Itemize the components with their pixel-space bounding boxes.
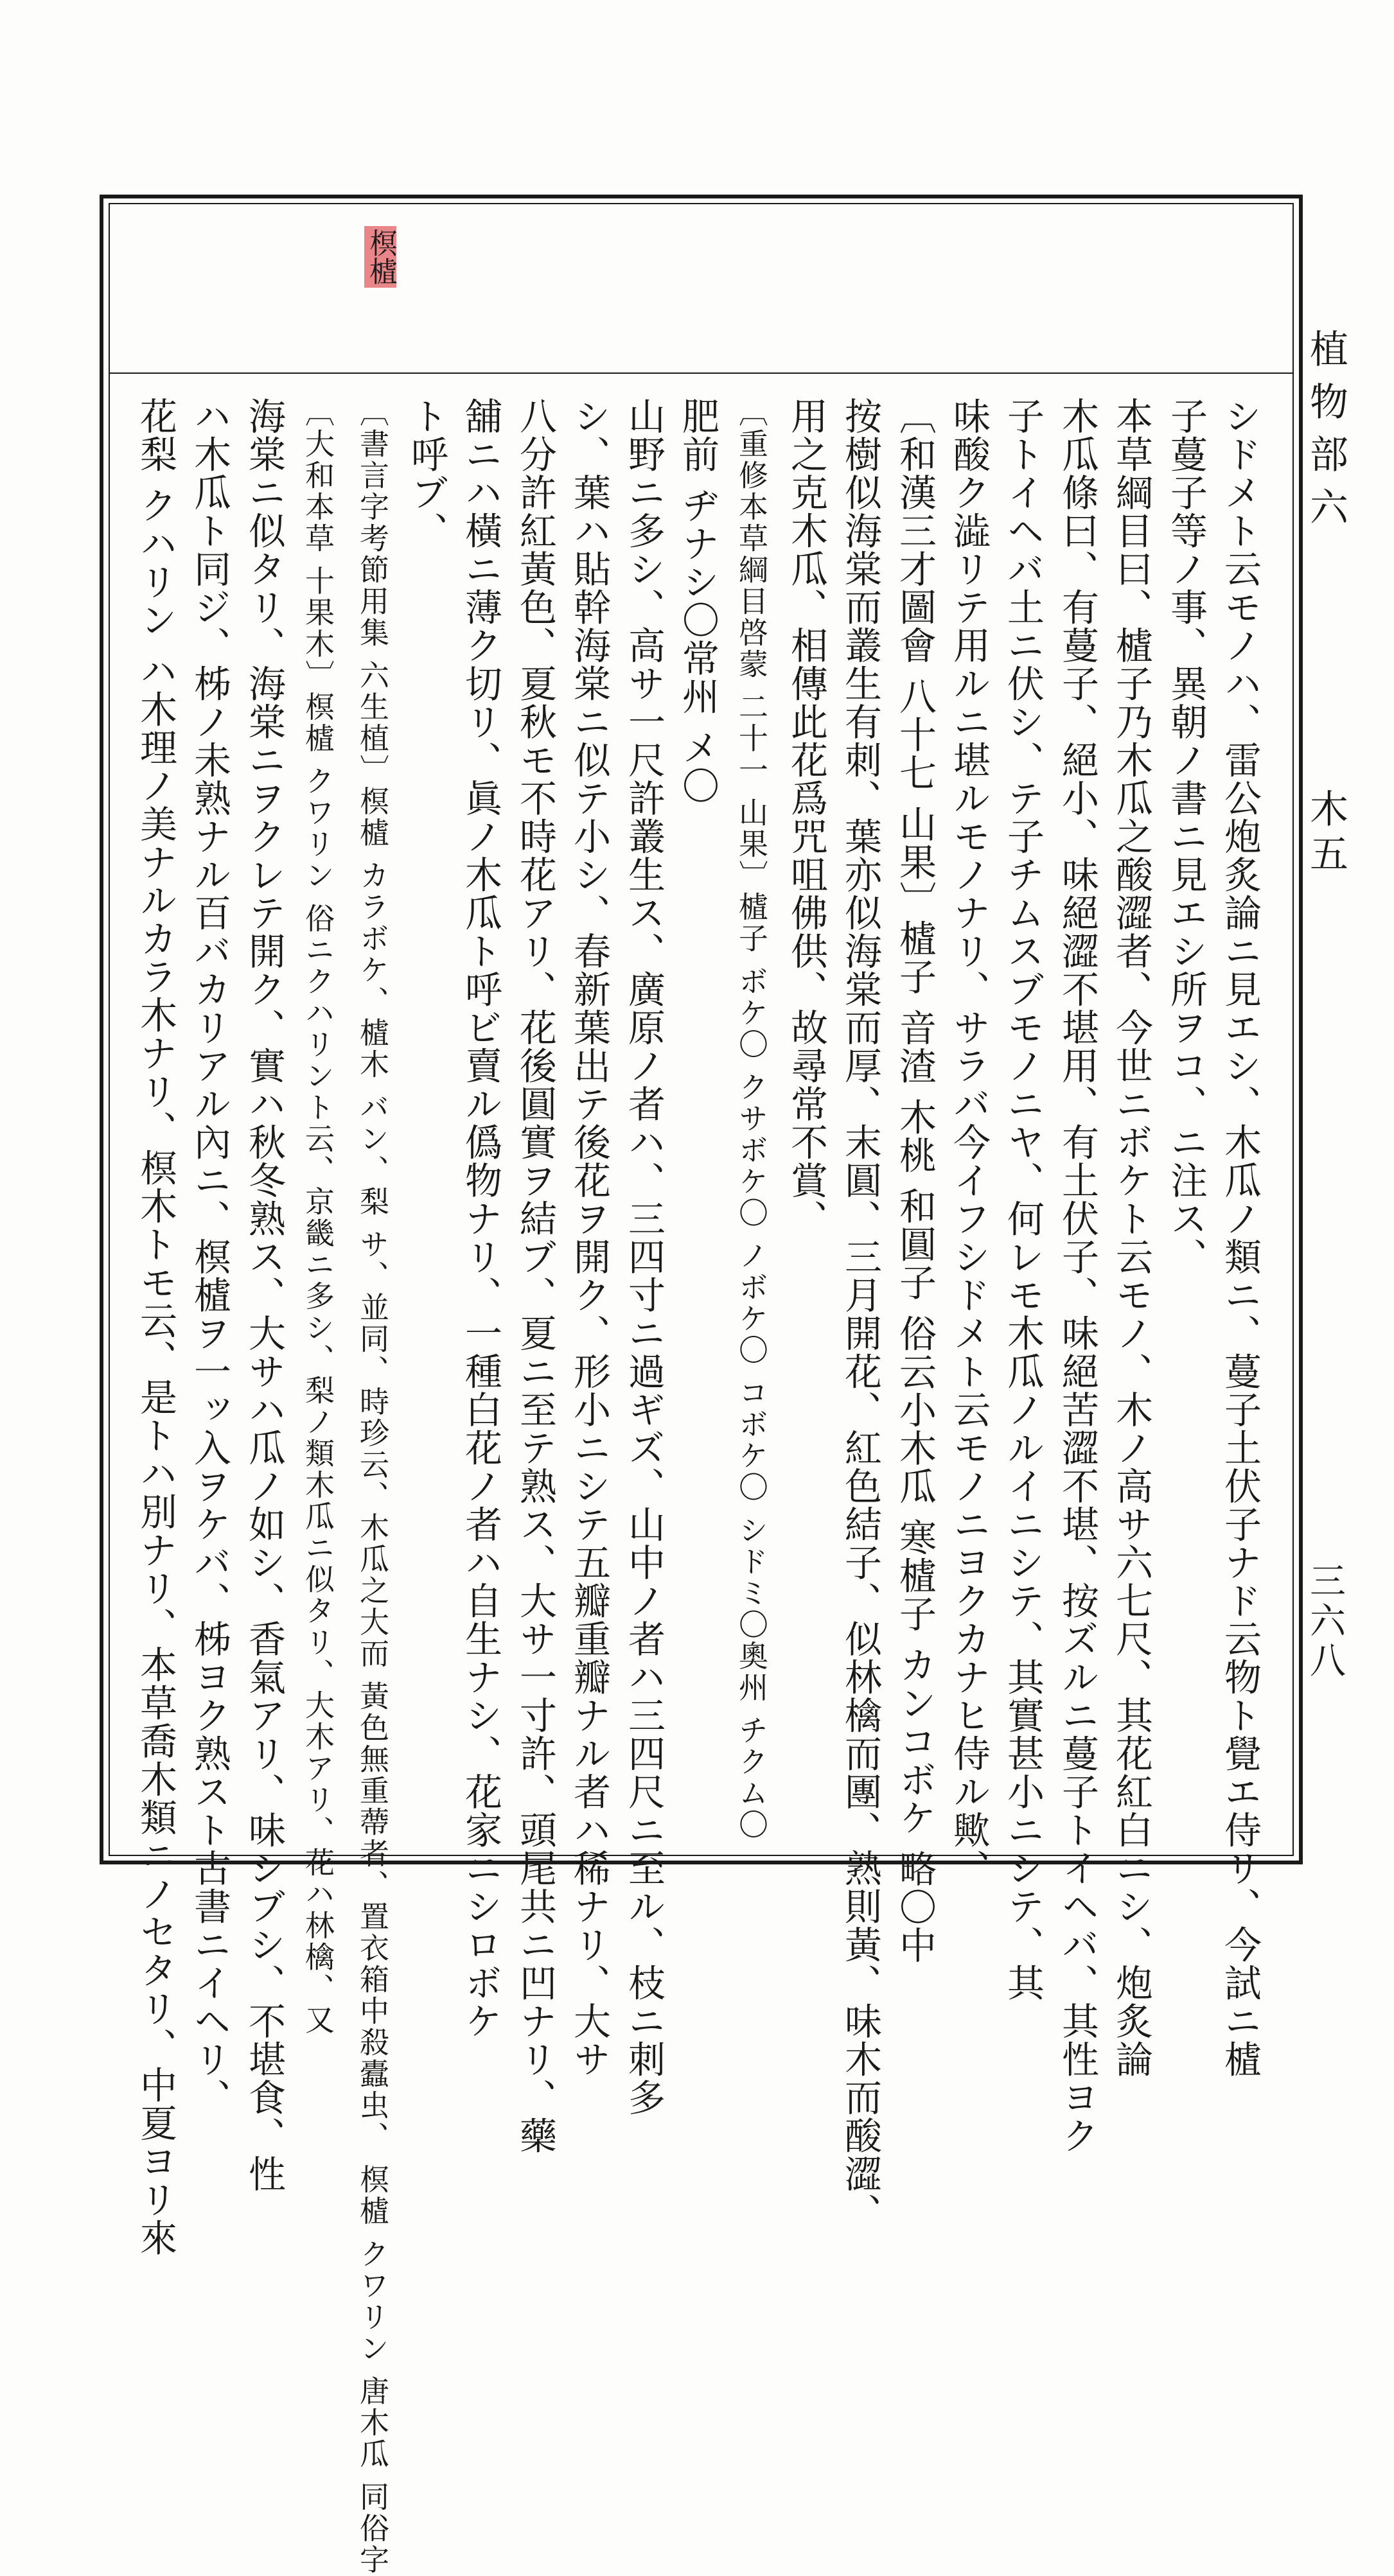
text-column: 〔重修本草綱目啓蒙 二十一 山果〕樝子 ボケ〇 クサボケ〇 ノボケ〇 コボケ〇 シドミ〇奧州 チクム〇	[734, 397, 769, 1841]
text-column: 木瓜條曰、有蔓子、絕小、味絕澀不堪用、有土伏子、味絕苦澀不堪、按ズルニ蔓子トイヘバ、其性ヨク	[1055, 397, 1099, 2155]
text-column: 山野ニ多シ、高サ一尺許叢生ス、廣原ノ者ハ、三四寸ニ過ギズ、山中ノ者ハ三四尺ニ至ル、枝ニ刺多	[622, 397, 666, 2117]
text-column: 味酸ク澁リテ用ルニ堪ルモノナリ、サラバ今イフシドメト云モノニヨクカナヒ侍ル歟、	[947, 397, 991, 1888]
text-column: 用之克木瓜、相傳此花爲咒咀佛供、故尋常不賞、	[784, 397, 828, 1238]
text-column: 子トイヘバ土ニ伏シ、テ子チムスブモノニヤ、何レモ木瓜ノルイニシテ、其實甚小ニシテ、其	[1001, 397, 1045, 2002]
category-label: 木五	[1303, 789, 1348, 879]
text-column: ト呼ブ、	[405, 397, 448, 550]
page-number: 三六八	[1304, 1562, 1346, 1681]
text-column: 海棠ニ似タリ、海棠ニヲクレテ開ク、實ハ秋冬熟ス、大サハ瓜ノ如シ、香氣アリ、味シブシ、不堪食、性	[242, 397, 286, 2193]
text-column: 子蔓子等ノ事、異朝ノ書ニ見エシ所ヲコ、ニ注ス、	[1164, 397, 1208, 1276]
text-column: 〔和漢三才圖會 八十七 山果〕樝子 音渣 木桃 和圓子 俗云小木瓜 寒樝子 カンコボケ 略〇中	[893, 397, 937, 1965]
text-column: シ、葉ハ貼幹海棠ニ似テ小シ、春新葉出テ後花ヲ開ク、形小ニシテ五瓣重瓣ナル者ハ稀ナリ、大サ	[567, 397, 611, 2078]
headnote-divider	[109, 372, 1294, 374]
margin-headword-tag: 榠樝	[364, 226, 396, 288]
text-column: 八分許紅黃色、夏秋モ不時花アリ、花後圓實ヲ結ブ、夏ニ至テ熟ス、大サ一寸許、頭尾共ニ凹ナリ、藥	[513, 397, 557, 2155]
text-column: 〔大和本草 十果木〕榠樝 クワリン 俗ニクハリント云、京畿ニ多シ、梨ノ類木瓜ニ似タリ、大木アリ、花ハ林檎、又	[301, 397, 335, 2036]
text-column: 按樹似海棠而叢生有刺、葉亦似海棠而厚、末圓、三月開花、紅色結子、似林檎而團、熟則黃、味木而酸澀、	[838, 397, 882, 2231]
text-column: シドメト云モノハ、雷公炮炙論ニ見エシ、木瓜ノ類ニ、蔓子土伏子ナド云物ト覺エ侍リ、今試ニ樝	[1218, 397, 1262, 2078]
text-column: 肥前 ヂナシ〇常州 メ〇	[676, 397, 719, 805]
section-title: 植物部六	[1303, 329, 1348, 539]
text-column: 花梨 クハリン ハ木理ノ美ナルカラ木ナリ、榠木トモ云、是トハ別ナリ、本草喬木類ニノセタリ、中夏ヨリ來	[134, 397, 177, 2257]
text-column: 本草綱目曰、樝子乃木瓜之酸澀者、今世ニボケト云モノ、木ノ高サ六七尺、其花紅白ニシ、炮炙論	[1109, 397, 1153, 2078]
text-column: 〔書言字考節用集 六生植〕榠樝 カラボケ、樝木 バン、梨 サ、並同、時珍云、木瓜之大而 黃色無重蔕者、置衣箱中殺蠹虫、 榠樝 クワリン 唐木瓜 同俗字	[355, 397, 390, 2576]
text-column: ハ木瓜ト同ジ、柹ノ未熟ナル百バカリアル內ニ、榠樝ヲ一ッ入ヲケバ、柹ヨク熟スト古書ニイヘリ、	[188, 397, 231, 2117]
text-column: 舖ニハ橫ニ薄ク切リ、眞ノ木瓜ト呼ビ賣ル僞物ナリ、一種白花ノ者ハ自生ナシ、花家ニシロボケ	[459, 397, 502, 2040]
